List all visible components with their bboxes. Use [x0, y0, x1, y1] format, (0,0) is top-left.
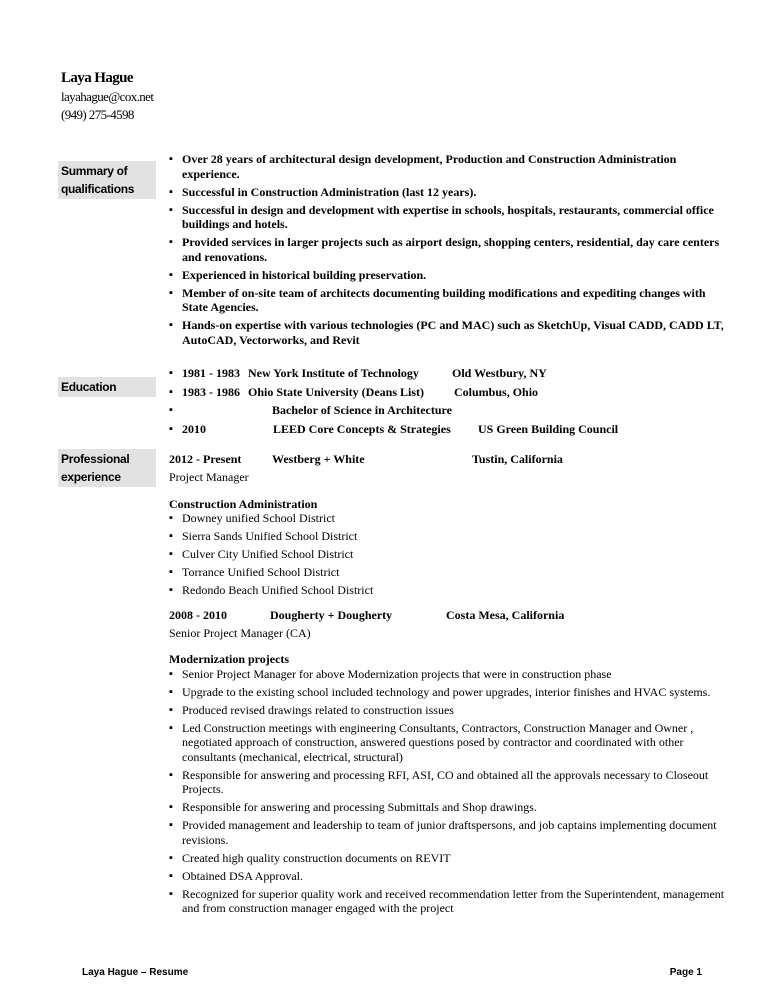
- education-years: ▪ 1983 - 1986: [182, 384, 240, 399]
- section-label-experience: [58, 449, 156, 487]
- education-school: LEED Core Concepts & Strategies: [273, 421, 451, 436]
- education-place: Old Westbury, NY: [452, 366, 547, 380]
- job-years: 2008 - 2010: [169, 607, 227, 622]
- phone: (949) 275-4598: [61, 107, 134, 122]
- education-place: US Green Building Council: [478, 421, 619, 436]
- job-item: ▪ Led Construction meetings with engineering Consultants, Contractors, Construction Manager and Owner , negotiated approach of construction, answered questions posed by contractor and coordinated with other consultants (mechanical, electrical, structural): [169, 721, 729, 765]
- job-item: ▪ Upgrade to the existing school included technology and power upgrades, interior finishes and HVAC systems.: [169, 685, 729, 700]
- summary-item: ▪ Successful in Construction Administration (last 12 years).: [169, 185, 729, 200]
- job-section-heading: Modernization projects: [169, 652, 290, 666]
- summary-list: [169, 152, 729, 347]
- job-heading: [169, 452, 571, 467]
- job-company: Dougherty + Dougherty: [270, 607, 393, 622]
- job-company: Westberg + White: [272, 452, 365, 466]
- section-label-education: [58, 377, 156, 397]
- experience-label-line-1: Professional: [61, 452, 130, 466]
- job-item: ▪ Obtained DSA Approval.: [169, 869, 729, 884]
- job-items: [169, 511, 729, 598]
- job-item: ▪ Created high quality construction documents on REVIT: [169, 851, 729, 866]
- education-school: New York Institute of Technology: [248, 366, 419, 380]
- job-item: ▪ Senior Project Manager for above Modernization projects that were in construction phase: [169, 667, 729, 682]
- job-item: ▪ Recognized for superior quality work and received recommendation letter from the Superintendent, management and from construction manager engaged with the project: [169, 887, 729, 916]
- job-title: Senior Project Manager (CA): [169, 625, 311, 640]
- job-section-heading: Construction Administration: [169, 496, 318, 511]
- job-item: ▪ Redondo Beach Unified School District: [169, 583, 729, 598]
- education-item: [169, 385, 729, 400]
- education-school: Ohio State University (Deans List): [248, 384, 424, 399]
- job-years: 2012 - Present: [169, 452, 242, 466]
- education-years: ▪ 2010: [182, 421, 206, 436]
- education-item: [169, 403, 729, 418]
- summary-item: ▪ Provided services in larger projects such as airport design, shopping centers, residential, day care centers and renovations.: [169, 235, 729, 264]
- email: layahague@cox.net: [61, 89, 154, 104]
- resume-header: [61, 68, 153, 124]
- job-item: ▪ Sierra Sands Unified School District: [169, 529, 729, 544]
- job-item: ▪ Downey unified School District: [169, 511, 729, 526]
- experience-section: [169, 452, 729, 919]
- job-item: ▪ Responsible for answering and processing RFI, ASI, CO and obtained all the approvals necessary to Closeout Projects.: [169, 768, 729, 797]
- footer-left: Laya Hague – Resume: [82, 967, 189, 978]
- summary-item: ▪ Experienced in historical building preservation.: [169, 268, 729, 283]
- education-list: [169, 366, 729, 437]
- job-item: ▪ Provided management and leadership to team of junior draftspersons, and job captains implementing document revisions.: [169, 818, 729, 847]
- job-item: ▪ Culver City Unified School District: [169, 547, 729, 562]
- job-items: [169, 667, 729, 916]
- page-footer: [82, 967, 702, 978]
- education-section: [169, 366, 729, 440]
- job-item: ▪ Responsible for answering and processing Submittals and Shop drawings.: [169, 800, 729, 815]
- experience-label-line-2: experience: [61, 470, 121, 484]
- education-years: ▪ 1981 - 1983: [182, 366, 240, 380]
- summary-label-line-2: qualifications: [61, 182, 135, 196]
- job-location: Costa Mesa, California: [446, 607, 565, 622]
- job-heading: [169, 608, 571, 623]
- summary-section: [169, 152, 729, 351]
- job-title: Project Manager: [169, 470, 249, 484]
- job-item: ▪ Produced revised drawings related to construction issues: [169, 703, 729, 718]
- candidate-name: Laya Hague: [61, 70, 133, 86]
- job-location: Tustin, California: [472, 452, 563, 466]
- summary-item: ▪ Hands-on expertise with various technologies (PC and MAC) such as SketchUp, Visual CADD, CADD LT, AutoCAD, Vectorworks, and Revit: [169, 318, 729, 347]
- education-item: [169, 366, 729, 381]
- summary-item: ▪ Over 28 years of architectural design development, Production and Construction Administration experience.: [169, 152, 729, 181]
- education-label: Education: [61, 380, 117, 394]
- summary-item: ▪ Successful in design and development with expertise in schools, hospitals, restaurants, commercial office buildings and hotels.: [169, 203, 729, 232]
- section-label-summary: [58, 161, 156, 199]
- job-entry: [169, 608, 729, 916]
- page-number: Page 1: [669, 967, 702, 978]
- job-entry: [169, 452, 729, 598]
- education-degree: ▪ Bachelor of Science in Architecture: [272, 403, 452, 417]
- education-item: [169, 422, 729, 437]
- summary-label-line-1: Summary of: [61, 164, 128, 178]
- job-item: ▪ Torrance Unified School District: [169, 565, 729, 580]
- summary-item: ▪ Member of on-site team of architects documenting building modifications and expediting changes with State Agencies.: [169, 286, 729, 315]
- education-place: Columbus, Ohio: [454, 384, 539, 399]
